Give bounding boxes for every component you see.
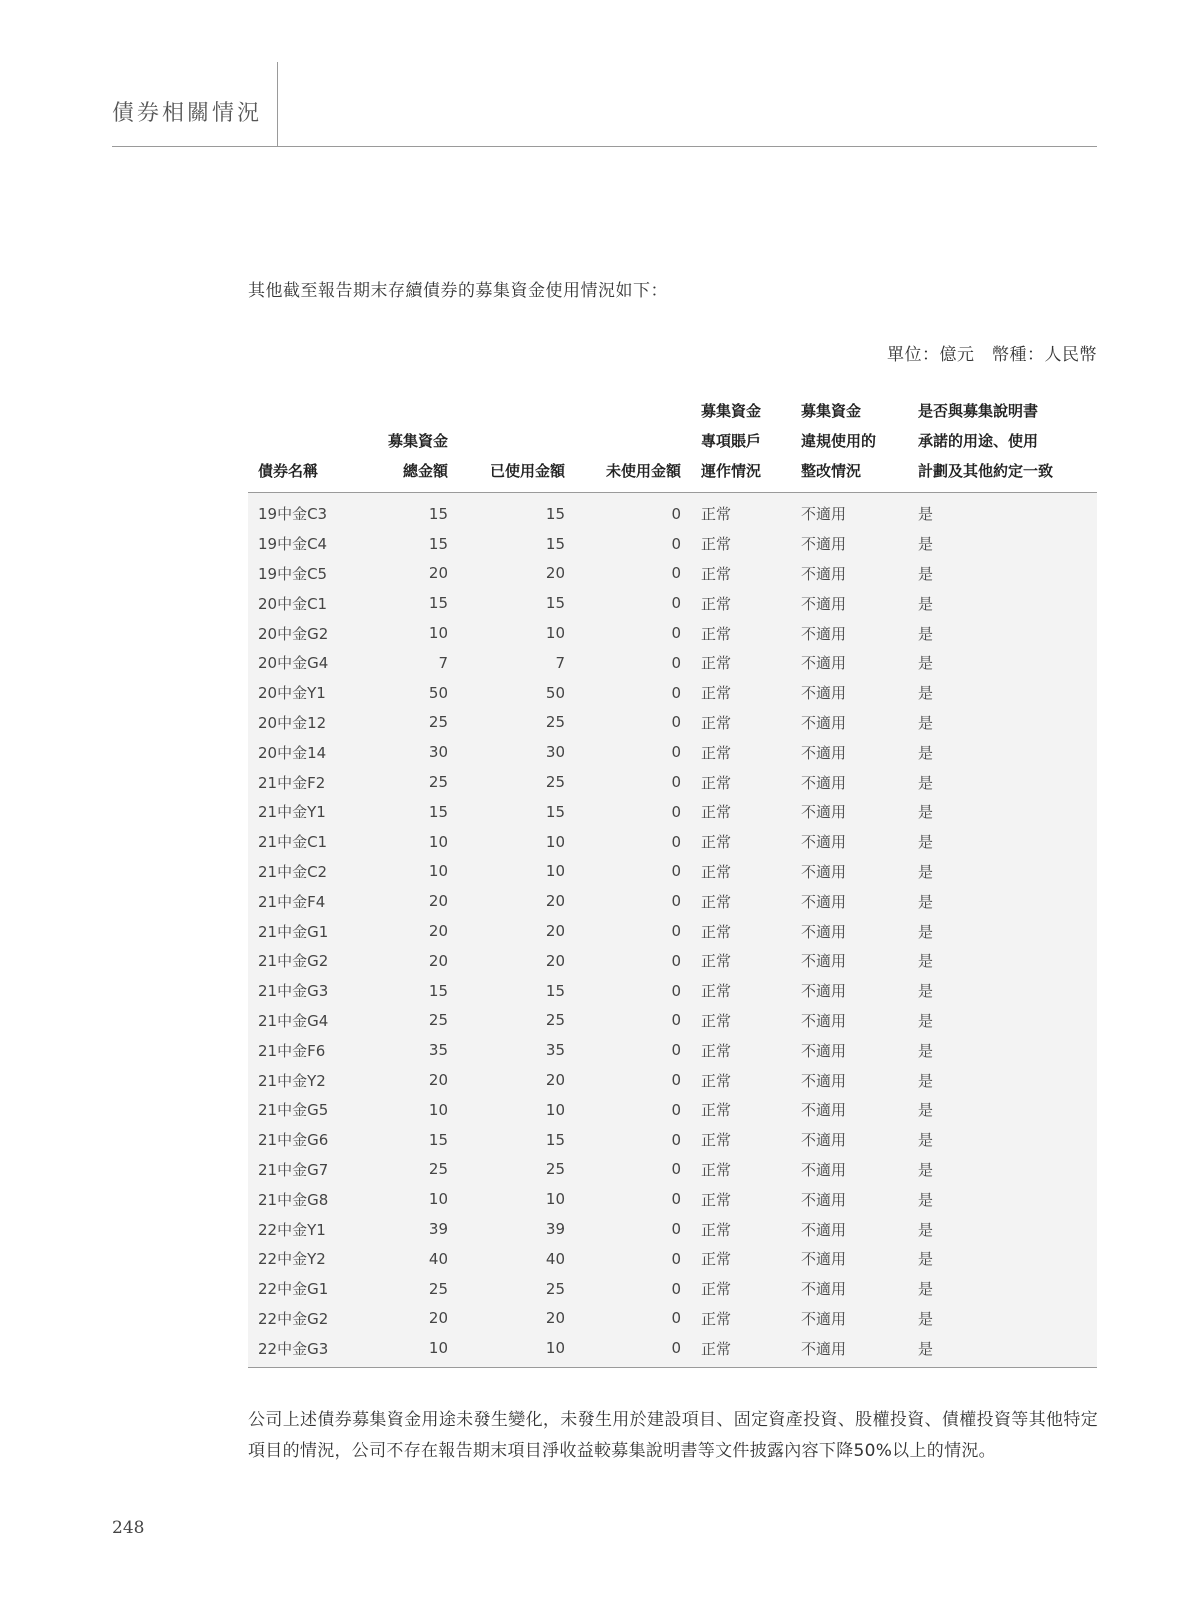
table-cell: 不適用: [801, 1250, 847, 1269]
table-cell: 不適用: [801, 654, 847, 673]
table-cell: 21中金G5: [258, 1101, 329, 1120]
table-cell: 正常: [701, 684, 732, 703]
table-row: [248, 1095, 1097, 1125]
table-cell: 0: [671, 1071, 681, 1090]
table-cell: 不適用: [801, 1071, 847, 1090]
table-cell: 21中金G2: [258, 952, 329, 971]
table-cell: 10: [428, 1339, 448, 1358]
table-cell: 0: [671, 1220, 681, 1239]
table-cell: 25: [545, 773, 565, 792]
table-cell: 是: [918, 952, 934, 971]
table-cell: 21中金G7: [258, 1160, 329, 1179]
table-cell: 10: [545, 832, 565, 851]
table-cell: 15: [428, 534, 448, 553]
table-cell: 0: [671, 534, 681, 553]
table-cell: 正常: [701, 833, 732, 852]
table-cell: 0: [671, 1160, 681, 1179]
table-row: [248, 857, 1097, 887]
table-cell: 是: [918, 684, 934, 703]
table-row: [248, 1065, 1097, 1095]
table-cell: 21中金G4: [258, 1011, 329, 1030]
table-cell: 15: [545, 594, 565, 613]
table-cell: 15: [545, 1130, 565, 1149]
table-cell: 21中金F4: [258, 892, 326, 911]
unit-label: 單位：億元 幣種：人民幣: [887, 345, 1097, 365]
table-cell: 39: [545, 1220, 565, 1239]
column-header: [908, 396, 1097, 493]
table-cell: 20: [428, 951, 448, 970]
table-cell: 是: [918, 862, 934, 881]
table-cell: 10: [545, 1339, 565, 1358]
column-header: [575, 396, 691, 493]
table-cell: 10: [428, 1100, 448, 1119]
table-cell: 不適用: [801, 564, 847, 583]
table-row: [248, 946, 1097, 976]
column-header-line: 募集資金: [387, 432, 448, 450]
column-header-line: 計劃及其他約定一致: [918, 462, 1054, 480]
table-cell: 0: [671, 892, 681, 911]
table-cell: 不適用: [801, 594, 847, 613]
column-header: [458, 396, 575, 493]
table-row: [248, 827, 1097, 857]
table-cell: 25: [428, 1160, 448, 1179]
table-row: [248, 1304, 1097, 1334]
table-cell: 正常: [701, 862, 732, 881]
table-cell: 不適用: [801, 684, 847, 703]
table-cell: 25: [545, 1011, 565, 1030]
table-cell: 22中金G2: [258, 1309, 329, 1328]
table-cell: 不適用: [801, 1190, 847, 1209]
table-cell: 20中金C1: [258, 594, 328, 613]
table-cell: 35: [428, 1041, 448, 1060]
table-cell: 10: [545, 624, 565, 643]
table-row: [248, 678, 1097, 708]
table-cell: 20: [545, 1309, 565, 1328]
table-cell: 20: [428, 1071, 448, 1090]
table-cell: 0: [671, 922, 681, 941]
table-cell: 不適用: [801, 1131, 847, 1150]
table-row: [248, 493, 1097, 529]
table-cell: 39: [428, 1220, 448, 1239]
table-row: [248, 1035, 1097, 1065]
table-cell: 0: [671, 951, 681, 970]
table-cell: 不適用: [801, 1339, 847, 1358]
table-cell: 是: [918, 803, 934, 822]
table-cell: 10: [545, 1100, 565, 1119]
table-cell: 21中金F6: [258, 1041, 326, 1060]
table-cell: 正常: [701, 892, 732, 911]
table-cell: 25: [545, 713, 565, 732]
header-divider: [277, 62, 278, 146]
table-cell: 正常: [701, 1101, 732, 1120]
table-cell: 0: [671, 743, 681, 762]
table-cell: 不適用: [801, 1011, 847, 1030]
table-cell: 是: [918, 654, 934, 673]
table-row: [248, 618, 1097, 648]
table-cell: 是: [918, 1339, 934, 1358]
table-cell: 不適用: [801, 624, 847, 643]
column-header-line: 募集資金: [801, 402, 862, 420]
table-cell: 10: [428, 624, 448, 643]
table-cell: 19中金C3: [258, 505, 328, 524]
table-cell: 0: [671, 564, 681, 583]
table-header: [248, 396, 1097, 493]
table-cell: 22中金G3: [258, 1339, 329, 1358]
table-cell: 是: [918, 1309, 934, 1328]
table-cell: 20中金12: [258, 713, 327, 732]
column-header-line: 已使用金額: [489, 462, 565, 480]
table-cell: 不適用: [801, 862, 847, 881]
table-cell: 0: [671, 1130, 681, 1149]
table-cell: 20中金G2: [258, 624, 329, 643]
table-row: [248, 916, 1097, 946]
table-cell: 50: [545, 683, 565, 702]
table-cell: 25: [428, 713, 448, 732]
table-cell: 不適用: [801, 1160, 847, 1179]
table-cell: 21中金G6: [258, 1131, 329, 1150]
table-cell: 正常: [701, 743, 732, 762]
table-cell: 正常: [701, 1071, 732, 1090]
table-cell: 是: [918, 1220, 934, 1239]
table-cell: 15: [545, 504, 565, 523]
table-cell: 30: [545, 743, 565, 762]
table-cell: 是: [918, 892, 934, 911]
table-cell: 是: [918, 833, 934, 852]
table-cell: 0: [671, 1190, 681, 1209]
table-row: [248, 1274, 1097, 1304]
table-cell: 25: [428, 1279, 448, 1298]
table-cell: 是: [918, 624, 934, 643]
table-cell: 是: [918, 1280, 934, 1299]
table-cell: 正常: [701, 1131, 732, 1150]
table-cell: 不適用: [801, 833, 847, 852]
table-cell: 0: [671, 802, 681, 821]
table-cell: 0: [671, 1011, 681, 1030]
column-header: [248, 396, 360, 493]
table-cell: 19中金C5: [258, 564, 328, 583]
table-cell: 20: [428, 564, 448, 583]
column-header-line: 是否與募集說明書: [918, 402, 1039, 420]
table-cell: 20: [545, 564, 565, 583]
table-cell: 21中金F2: [258, 773, 326, 792]
table-cell: 不適用: [801, 505, 847, 524]
table-row: [248, 1155, 1097, 1185]
table-cell: 21中金G8: [258, 1190, 329, 1209]
table-cell: 不適用: [801, 1101, 847, 1120]
table-cell: 0: [671, 981, 681, 1000]
column-header: [691, 396, 791, 493]
table-cell: 是: [918, 1011, 934, 1030]
table-cell: 0: [671, 1041, 681, 1060]
table-cell: 0: [671, 1339, 681, 1358]
table-cell: 不適用: [801, 1309, 847, 1328]
table-row: [248, 1184, 1097, 1214]
column-header-line: 承諾的用途、使用: [918, 432, 1039, 450]
table-cell: 20: [545, 892, 565, 911]
table-cell: 是: [918, 1101, 934, 1120]
table-cell: 0: [671, 1100, 681, 1119]
table-cell: 15: [428, 1130, 448, 1149]
table-cell: 不適用: [801, 803, 847, 822]
table-cell: 正常: [701, 505, 732, 524]
table-cell: 不適用: [801, 773, 847, 792]
table-cell: 20中金Y1: [258, 684, 326, 703]
column-header: [360, 396, 458, 493]
table-cell: 正常: [701, 1160, 732, 1179]
table-cell: 正常: [701, 624, 732, 643]
table-cell: 0: [671, 862, 681, 881]
table-cell: 正常: [701, 773, 732, 792]
table-cell: 是: [918, 743, 934, 762]
table-cell: 35: [545, 1041, 565, 1060]
table-cell: 是: [918, 1250, 934, 1269]
table-cell: 是: [918, 1041, 934, 1060]
table-cell: 正常: [701, 1220, 732, 1239]
table-cell: 不適用: [801, 713, 847, 732]
table-cell: 不適用: [801, 952, 847, 971]
table-cell: 7: [555, 653, 565, 672]
table-cell: 不適用: [801, 535, 847, 554]
table-cell: 40: [545, 1249, 565, 1268]
table-cell: 是: [918, 1131, 934, 1150]
table-cell: 正常: [701, 1041, 732, 1060]
footer-paragraph: 公司上述債券募集資金用途未發生變化，未發生用於建設項目、固定資產投資、股權投資、債權投資等其他特定項目的情況，公司不存在報告期末項目淨收益較募集說明書等文件披露內容下降50%以上的情況。: [248, 1410, 1098, 1461]
table-row: [248, 588, 1097, 618]
table-row: [248, 1006, 1097, 1036]
table-row: [248, 886, 1097, 916]
column-header-line: 運作情況: [701, 462, 762, 480]
table-cell: 15: [428, 981, 448, 1000]
table-cell: 25: [428, 773, 448, 792]
table-cell: 是: [918, 594, 934, 613]
table-cell: 21中金G1: [258, 922, 329, 941]
table-cell: 是: [918, 773, 934, 792]
table-cell: 15: [545, 534, 565, 553]
table-row: [248, 1333, 1097, 1367]
table-row: [248, 797, 1097, 827]
table-cell: 0: [671, 683, 681, 702]
table-cell: 40: [428, 1249, 448, 1268]
table-row: [248, 708, 1097, 738]
table-cell: 10: [428, 862, 448, 881]
table-cell: 10: [428, 832, 448, 851]
table-cell: 0: [671, 504, 681, 523]
table-cell: 不適用: [801, 892, 847, 911]
table-cell: 15: [545, 981, 565, 1000]
page-number: 248: [112, 1518, 145, 1538]
table-cell: 是: [918, 1160, 934, 1179]
column-header-line: 債券名稱: [258, 462, 319, 480]
table-cell: 20中金14: [258, 743, 327, 762]
table-header-row: [248, 396, 1097, 493]
table-cell: 20: [545, 951, 565, 970]
table-cell: 正常: [701, 713, 732, 732]
table-cell: 是: [918, 535, 934, 554]
table-cell: 0: [671, 1279, 681, 1298]
bond-proceeds-table-container: [248, 396, 1097, 1368]
table-body: [248, 493, 1097, 1368]
table-cell: 正常: [701, 803, 732, 822]
table-cell: 20: [545, 922, 565, 941]
table-cell: 22中金Y2: [258, 1250, 326, 1269]
table-cell: 15: [428, 802, 448, 821]
column-header-line: 總金額: [402, 462, 448, 480]
table-row: [248, 737, 1097, 767]
table-cell: 20中金G4: [258, 654, 329, 673]
table-cell: 正常: [701, 1190, 732, 1209]
table-cell: 不適用: [801, 743, 847, 762]
table-cell: 正常: [701, 1309, 732, 1328]
table-cell: 20: [428, 892, 448, 911]
table-cell: 正常: [701, 1280, 732, 1299]
table-cell: 20: [428, 922, 448, 941]
table-cell: 是: [918, 713, 934, 732]
table-cell: 0: [671, 1249, 681, 1268]
table-cell: 21中金C2: [258, 862, 328, 881]
column-header-line: 專項賬戶: [701, 432, 762, 450]
table-cell: 20: [545, 1071, 565, 1090]
table-cell: 正常: [701, 1011, 732, 1030]
section-title: 債券相關情況: [112, 101, 263, 126]
table-cell: 21中金C1: [258, 833, 328, 852]
table-cell: 是: [918, 505, 934, 524]
table-cell: 是: [918, 922, 934, 941]
column-header-line: 整改情況: [801, 462, 862, 480]
column-header-line: 違規使用的: [801, 432, 877, 450]
table-cell: 不適用: [801, 1041, 847, 1060]
table-cell: 正常: [701, 922, 732, 941]
table-cell: 21中金G3: [258, 982, 329, 1001]
table-cell: 20: [428, 1309, 448, 1328]
table-cell: 是: [918, 982, 934, 1001]
table-cell: 是: [918, 564, 934, 583]
table-cell: 22中金Y1: [258, 1220, 326, 1239]
table-cell: 19中金C4: [258, 535, 328, 554]
table-cell: 正常: [701, 654, 732, 673]
table-cell: 15: [545, 802, 565, 821]
table-cell: 不適用: [801, 982, 847, 1001]
table-cell: 0: [671, 1309, 681, 1328]
column-header-line: 未使用金額: [605, 462, 681, 480]
column-header: [791, 396, 908, 493]
column-header-line: 募集資金: [701, 402, 762, 420]
table-cell: 是: [918, 1071, 934, 1090]
table-cell: 7: [438, 653, 448, 672]
table-row: [248, 559, 1097, 589]
table-row: [248, 529, 1097, 559]
table-cell: 正常: [701, 952, 732, 971]
table-cell: 正常: [701, 1250, 732, 1269]
bond-proceeds-table: [248, 396, 1097, 1368]
table-cell: 10: [545, 1190, 565, 1209]
page-header: [112, 62, 1097, 147]
intro-text: 其他截至報告期末存續債券的募集資金使用情況如下：: [248, 281, 668, 301]
table-cell: 0: [671, 773, 681, 792]
table-row: [248, 767, 1097, 797]
table-cell: 正常: [701, 564, 732, 583]
table-cell: 15: [428, 504, 448, 523]
table-cell: 21中金Y1: [258, 803, 326, 822]
table-cell: 50: [428, 683, 448, 702]
table-cell: 15: [428, 594, 448, 613]
table-cell: 21中金Y2: [258, 1071, 326, 1090]
table-row: [248, 1244, 1097, 1274]
table-cell: 0: [671, 624, 681, 643]
table-cell: 正常: [701, 535, 732, 554]
table-cell: 0: [671, 713, 681, 732]
table-cell: 30: [428, 743, 448, 762]
table-cell: 22中金G1: [258, 1280, 329, 1299]
table-row: [248, 976, 1097, 1006]
table-row: [248, 1214, 1097, 1244]
table-cell: 0: [671, 594, 681, 613]
table-cell: 10: [545, 862, 565, 881]
table-cell: 正常: [701, 982, 732, 1001]
table-cell: 0: [671, 832, 681, 851]
table-cell: 25: [545, 1160, 565, 1179]
table-row: [248, 648, 1097, 678]
table-cell: 正常: [701, 1339, 732, 1358]
table-cell: 是: [918, 1190, 934, 1209]
table-cell: 不適用: [801, 1280, 847, 1299]
table-row: [248, 1125, 1097, 1155]
table-cell: 不適用: [801, 922, 847, 941]
table-cell: 0: [671, 653, 681, 672]
table-cell: 10: [428, 1190, 448, 1209]
table-cell: 不適用: [801, 1220, 847, 1239]
table-cell: 正常: [701, 594, 732, 613]
table-cell: 25: [428, 1011, 448, 1030]
table-cell: 25: [545, 1279, 565, 1298]
